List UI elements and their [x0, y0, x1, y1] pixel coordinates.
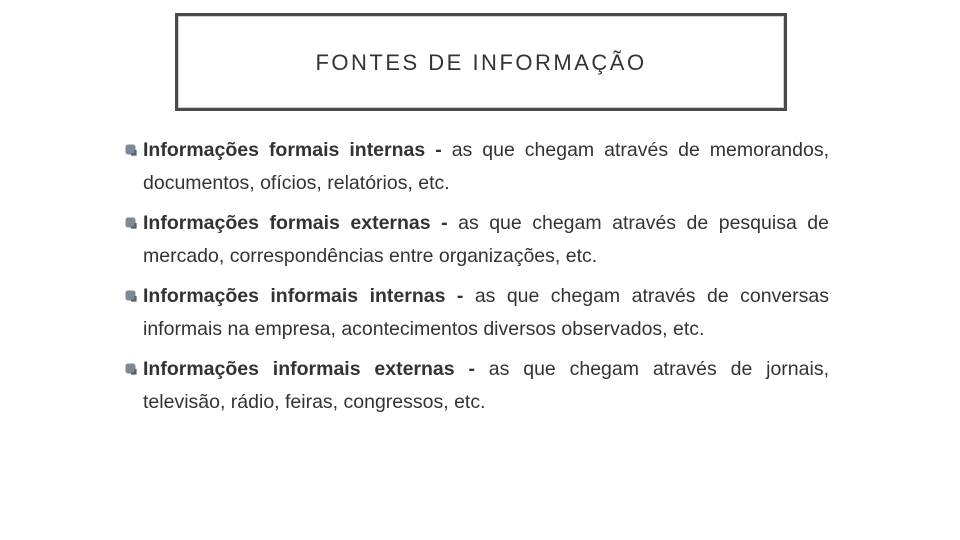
- bullet-item: [125, 207, 829, 273]
- bullet-list: [125, 134, 829, 422]
- bullet-term: Informações informais internas: [143, 285, 446, 307]
- slide-title: FONTES DE INFORMAÇÃO: [315, 50, 647, 75]
- bullet-separator: -: [454, 358, 489, 380]
- bullet-separator: -: [425, 139, 452, 161]
- bullet-term: Informações formais externas: [143, 212, 431, 234]
- bullet-term: Informações formais internas: [143, 139, 426, 161]
- bullet-separator: -: [445, 285, 475, 307]
- title-box: [175, 13, 787, 111]
- square-bullet-icon: [125, 144, 138, 157]
- bullet-text: as que chegam através de conversas informais na empresa, acontecimentos diversos observados, etc.: [143, 285, 829, 340]
- bullet-text: as que chegam através de jornais, televisão, rádio, feiras, congressos, etc.: [143, 358, 829, 413]
- bullet-item: [125, 353, 829, 419]
- bullet-item: [125, 280, 829, 346]
- square-bullet-icon: [125, 290, 138, 303]
- bullet-item: [125, 134, 829, 200]
- bullet-separator: -: [430, 212, 459, 234]
- bullet-term: Informações informais externas: [143, 358, 455, 380]
- square-bullet-icon: [125, 217, 138, 230]
- bullet-text: as que chegam através de pesquisa de mercado, correspondências entre organizações, etc.: [143, 212, 829, 267]
- bullet-text: as que chegam através de memorandos, documentos, ofícios, relatórios, etc.: [143, 139, 829, 194]
- square-bullet-icon: [125, 363, 138, 376]
